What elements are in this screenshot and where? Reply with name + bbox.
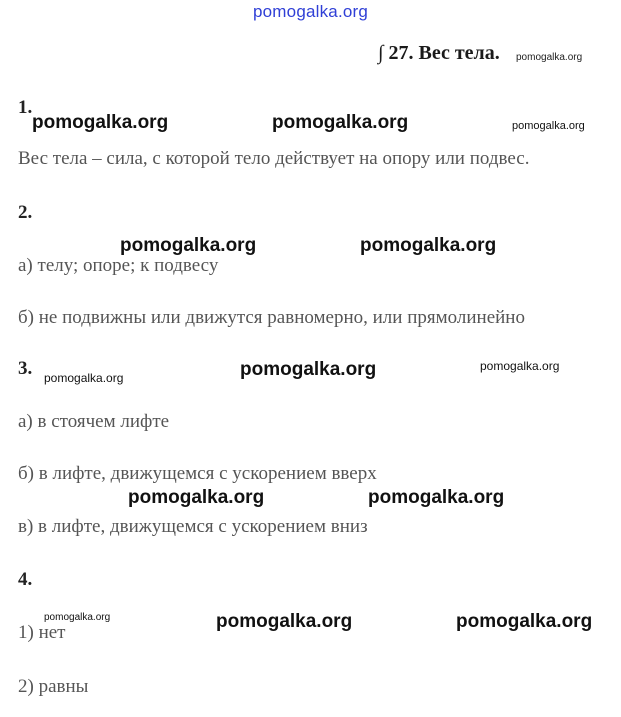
section-3b-watermark-left: pomogalka.org bbox=[128, 487, 265, 508]
section-3b-watermark-right: pomogalka.org bbox=[368, 487, 505, 508]
section-heading: ∫ 27. Вес тела. bbox=[378, 42, 500, 64]
section-2-answer-b: б) не подвижны или движутся равномерно, или прямолинейно bbox=[18, 307, 525, 328]
section-3-answer-b: б) в лифте, движущемся с ускорением вверх bbox=[18, 463, 377, 484]
section-3-answer-a: а) в стоячем лифте bbox=[18, 411, 170, 432]
section-4-answer-1: 1) нет bbox=[18, 622, 66, 643]
section-1-watermark-middle: pomogalka.org bbox=[272, 112, 409, 133]
section-1-number: 1. bbox=[18, 97, 33, 118]
heading-watermark: pomogalka.org bbox=[516, 52, 583, 63]
section-4-answer-2: 2) равны bbox=[18, 676, 89, 697]
section-3-watermark-middle: pomogalka.org bbox=[240, 359, 377, 380]
section-4-watermark-left: pomogalka.org bbox=[44, 612, 111, 623]
section-4-watermark-middle: pomogalka.org bbox=[216, 611, 353, 632]
section-2-watermark-left: pomogalka.org bbox=[120, 235, 257, 256]
section-4-watermark-right: pomogalka.org bbox=[456, 611, 593, 632]
top-watermark: pomogalka.org bbox=[253, 2, 369, 21]
section-3-number: 3. bbox=[18, 358, 33, 379]
section-3-watermark-left: pomogalka.org bbox=[44, 371, 124, 385]
section-3-watermark-right: pomogalka.org bbox=[480, 359, 560, 373]
section-1-answer: Вес тела – сила, с которой тело действует на опору или подвес. bbox=[18, 148, 530, 169]
section-3-answer-c: в) в лифте, движущемся с ускорением вниз bbox=[18, 516, 368, 537]
section-4-number: 4. bbox=[18, 569, 33, 590]
section-2-number: 2. bbox=[18, 202, 33, 223]
section-2-watermark-right: pomogalka.org bbox=[360, 235, 497, 256]
section-2-answer-a: а) телу; опоре; к подвесу bbox=[18, 255, 219, 276]
section-1-watermark-right: pomogalka.org bbox=[512, 120, 585, 132]
section-1-watermark-left: pomogalka.org bbox=[32, 112, 169, 133]
